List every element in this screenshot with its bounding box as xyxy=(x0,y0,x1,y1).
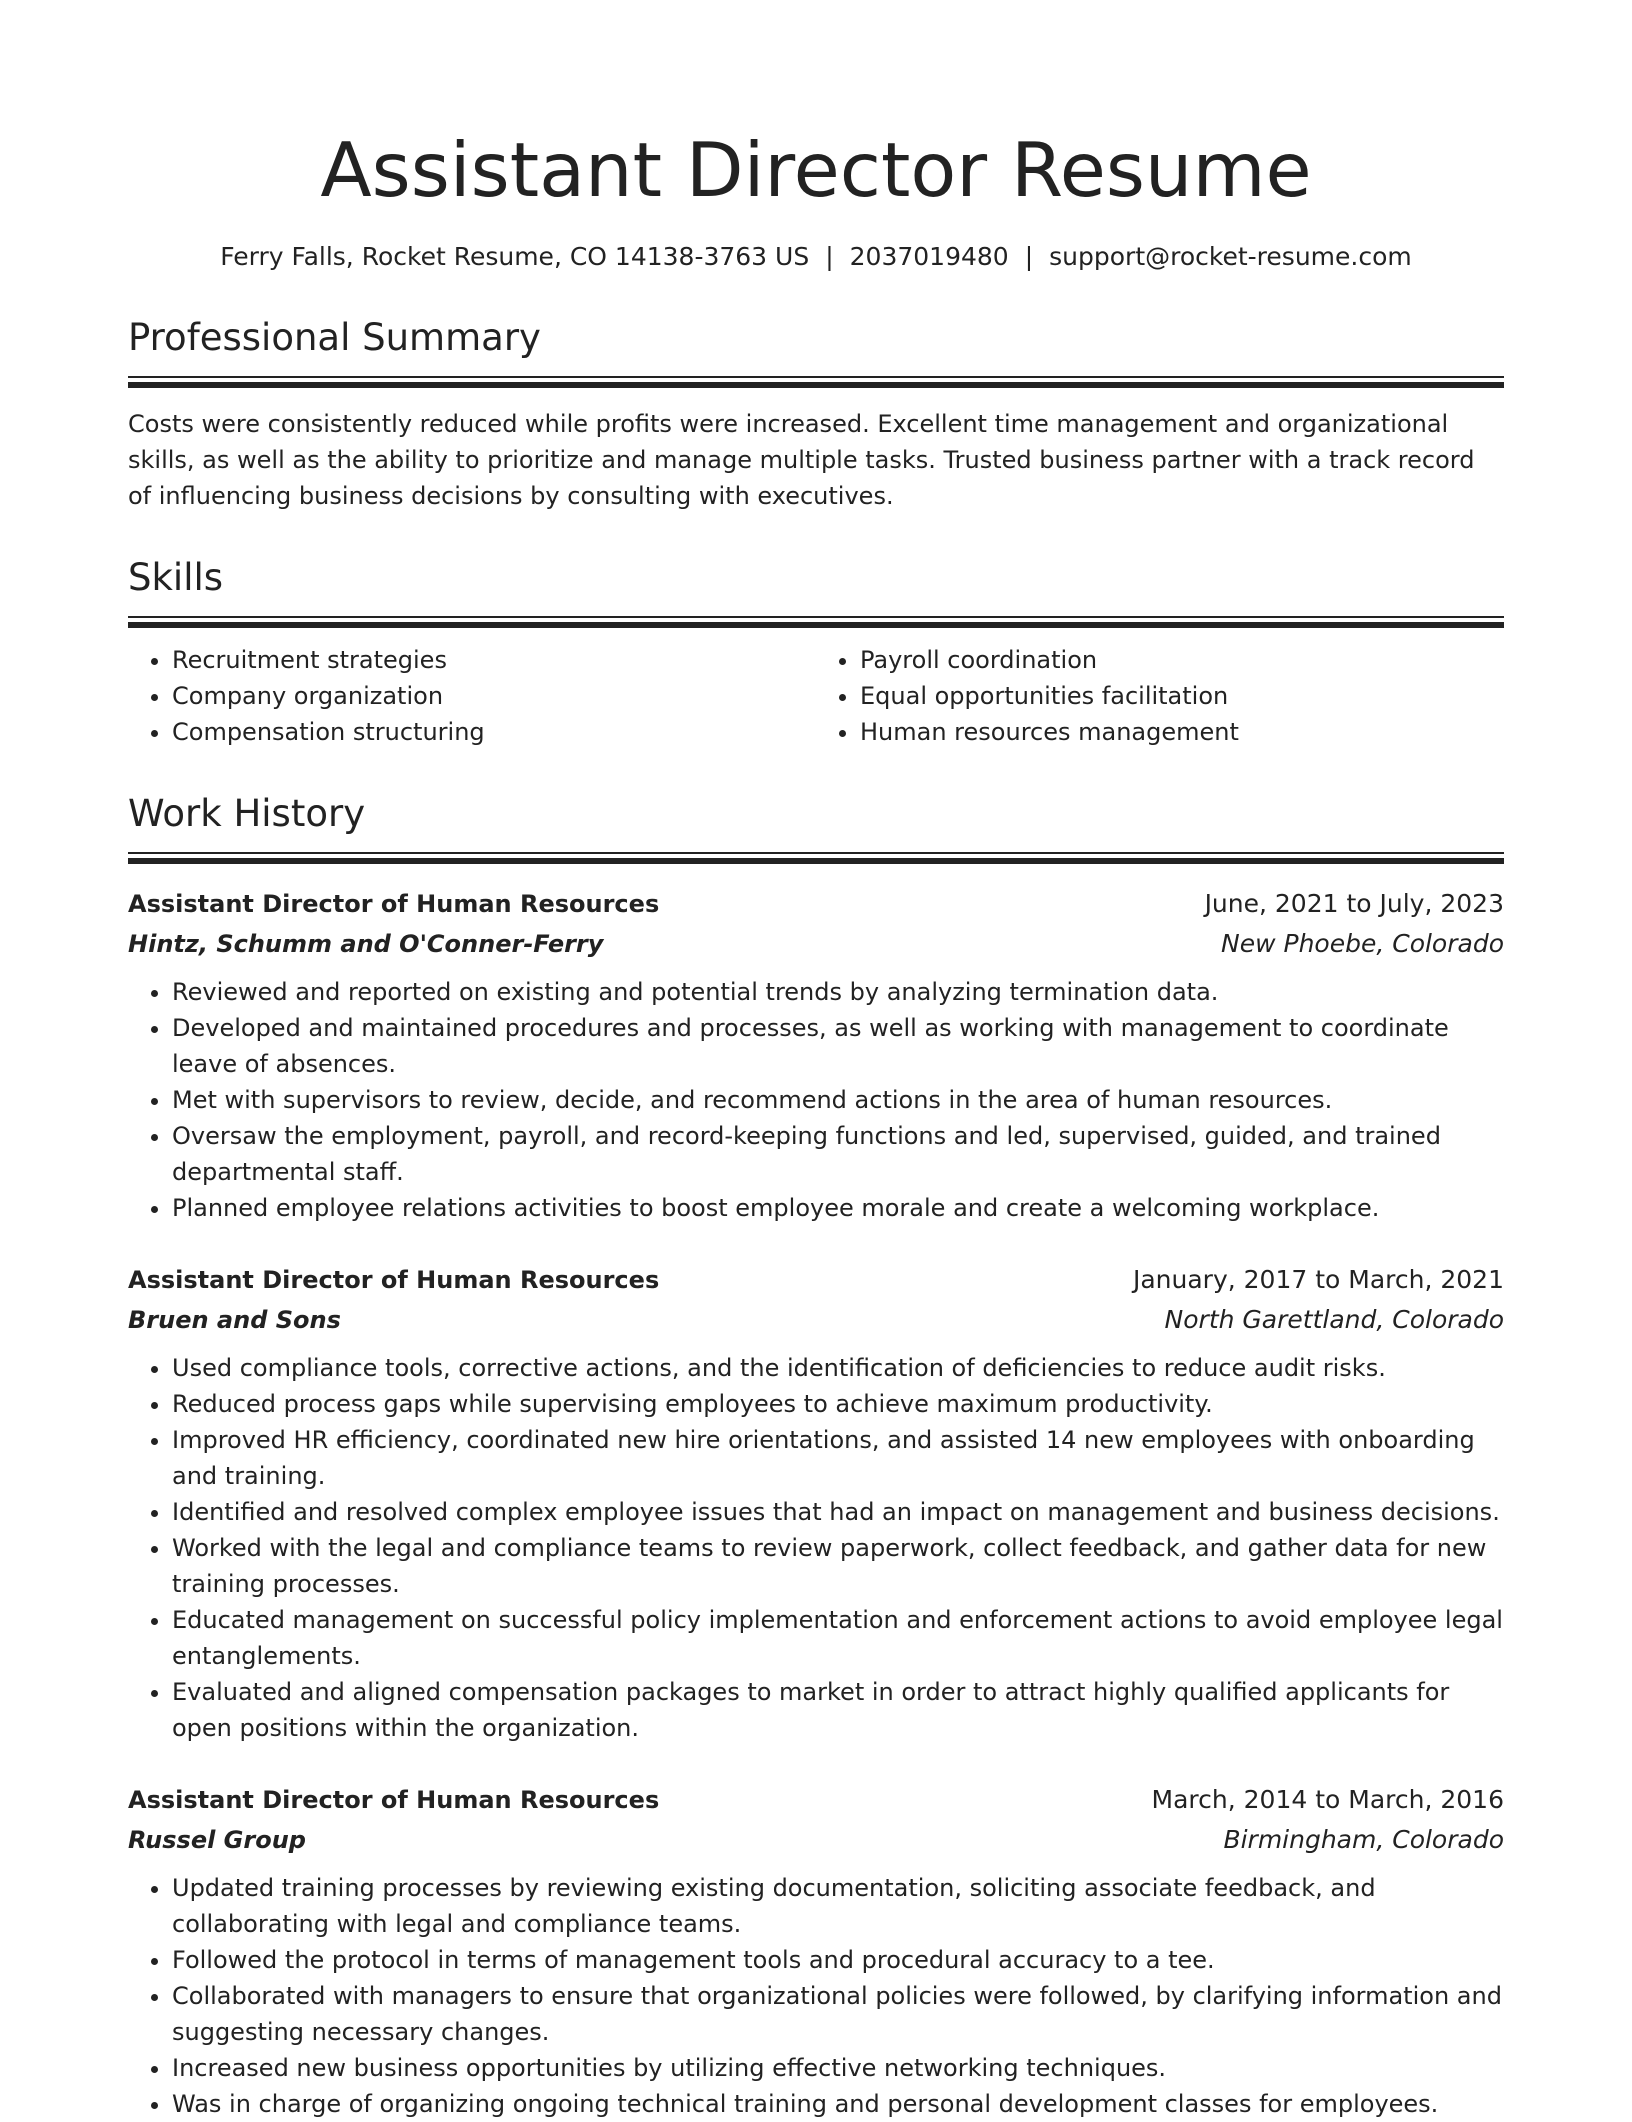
skill-item: • Human resources management xyxy=(860,714,1504,750)
contact-address: Ferry Falls, Rocket Resume, CO 14138-3763 US xyxy=(220,242,810,271)
job-dates: January, 2017 to March, 2021 xyxy=(1132,1265,1504,1294)
job-bullet: • Reduced process gaps while supervising employees to achieve maximum productivity. xyxy=(172,1386,1504,1422)
job-entry xyxy=(128,1780,1504,2122)
job-company-row xyxy=(128,924,1504,964)
job-entry xyxy=(128,884,1504,1226)
job-bullet: • Met with supervisors to review, decide, and recommend actions in the area of human resources. xyxy=(172,1082,1504,1118)
job-bullet: • Educated management on successful policy implementation and enforcement actions to avoid employee legal entanglements. xyxy=(172,1602,1504,1674)
job-title: Assistant Director of Human Resources xyxy=(128,1266,660,1294)
job-bullet: • Followed the protocol in terms of management tools and procedural accuracy to a tee. xyxy=(172,1942,1504,1978)
skill-item: • Recruitment strategies xyxy=(172,642,816,678)
contact-phone: 2037019480 xyxy=(849,242,1009,271)
skills-heading: Skills xyxy=(128,556,224,599)
contact-separator: | xyxy=(1024,242,1034,271)
job-bullets xyxy=(128,1350,1504,1746)
job-bullet: • Collaborated with managers to ensure that organizational policies were followed, by clarifying information and suggesting necessary changes. xyxy=(172,1978,1504,2050)
summary-text: Costs were consistently reduced while profits were increased. Excellent time management and organizational skills, as well as the ability to prioritize and manage multiple tasks. Trusted business partner with a track record of influencing business decisions by consulting with executives. xyxy=(128,410,1475,510)
job-bullet: • Was in charge of organizing ongoing technical training and personal development classes for employees. xyxy=(172,2086,1504,2122)
job-dates: March, 2014 to March, 2016 xyxy=(1151,1785,1504,1814)
skills-column-left xyxy=(128,642,816,750)
job-company-row xyxy=(128,1820,1504,1860)
contact-line xyxy=(128,240,1504,274)
job-bullet: • Evaluated and aligned compensation packages to market in order to attract highly qualified applicants for open positions within the organization. xyxy=(172,1674,1504,1746)
job-bullet: • Reviewed and reported on existing and potential trends by analyzing termination data. xyxy=(172,974,1504,1010)
work-section-header xyxy=(128,790,1504,864)
skill-item: • Equal opportunities facilitation xyxy=(860,678,1504,714)
skills-column-right xyxy=(816,642,1504,750)
job-location: North Garettland, Colorado xyxy=(1164,1305,1504,1334)
job-bullet: • Improved HR efficiency, coordinated new hire orientations, and assisted 14 new employees with onboarding and training. xyxy=(172,1422,1504,1494)
job-bullet: • Oversaw the employment, payroll, and record-keeping functions and led, supervised, guided, and trained departmental staff. xyxy=(172,1118,1504,1190)
job-company: Hintz, Schumm and O'Conner-Ferry xyxy=(128,930,604,958)
job-company-row xyxy=(128,1300,1504,1340)
job-company: Bruen and Sons xyxy=(128,1306,341,1334)
section-divider xyxy=(128,852,1504,864)
job-location: New Phoebe, Colorado xyxy=(1221,929,1504,958)
section-divider xyxy=(128,376,1504,388)
job-location: Birmingham, Colorado xyxy=(1223,1825,1504,1854)
skills-list xyxy=(128,642,1504,750)
skill-item: • Company organization xyxy=(172,678,816,714)
job-bullet: • Increased new business opportunities by utilizing effective networking techniques. xyxy=(172,2050,1504,2086)
job-header-row xyxy=(128,884,1504,924)
job-entry xyxy=(128,1260,1504,1746)
contact-email: support@rocket-resume.com xyxy=(1049,242,1412,271)
summary-heading: Professional Summary xyxy=(128,316,541,359)
job-header-row xyxy=(128,1780,1504,1820)
contact-separator: | xyxy=(825,242,834,271)
skill-item: • Payroll coordination xyxy=(860,642,1504,678)
job-bullet: • Used compliance tools, corrective actions, and the identification of deficiencies to reduce audit risks. xyxy=(172,1350,1504,1386)
job-company: Russel Group xyxy=(128,1826,306,1854)
job-bullet: • Updated training processes by reviewing existing documentation, soliciting associate feedback, and collaborating with legal and compliance teams. xyxy=(172,1870,1504,1942)
skill-item: • Compensation structuring xyxy=(172,714,816,750)
job-bullet: • Developed and maintained procedures and processes, as well as working with management to coordinate leave of absences. xyxy=(172,1010,1504,1082)
job-bullet: • Worked with the legal and compliance teams to review paperwork, collect feedback, and gather data for new training processes. xyxy=(172,1530,1504,1602)
section-divider xyxy=(128,616,1504,628)
job-bullet: • Identified and resolved complex employee issues that had an impact on management and business decisions. xyxy=(172,1494,1504,1530)
job-header-row xyxy=(128,1260,1504,1300)
skills-section-header xyxy=(128,554,1504,628)
job-title: Assistant Director of Human Resources xyxy=(128,890,660,918)
summary-section-header xyxy=(128,314,1504,388)
job-bullets xyxy=(128,974,1504,1226)
job-bullets xyxy=(128,1870,1504,2122)
resume-title: Assistant Director Resume xyxy=(320,126,1312,214)
job-dates: June, 2021 to July, 2023 xyxy=(1204,889,1504,918)
job-bullet: • Planned employee relations activities to boost employee morale and create a welcoming workplace. xyxy=(172,1190,1504,1226)
job-title: Assistant Director of Human Resources xyxy=(128,1786,660,1814)
work-heading: Work History xyxy=(128,792,366,835)
